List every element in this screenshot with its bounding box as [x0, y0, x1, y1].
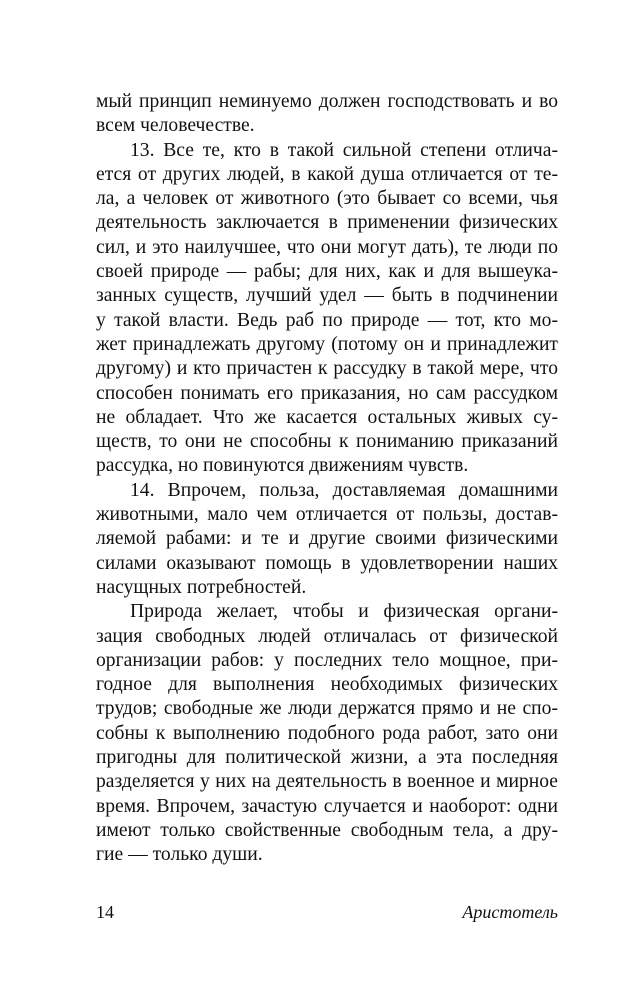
text-line: разделяется у них на деятельность в военное и мирное — [96, 771, 558, 793]
text-line: ется от других людей, в какой душа отличается от те- — [96, 163, 558, 185]
text-line: годное для выполнения необходимых физических — [96, 674, 558, 696]
text-line: собны к выполнению подобного рода работ, зато они — [96, 722, 558, 744]
text-line: способен понимать его приказания, но сам рассудком — [96, 382, 558, 404]
page-number: 14 — [96, 902, 114, 922]
text-line: силами оказывают помощь в удовлетворении наших — [96, 552, 558, 574]
text-line: ляемой рабами: и те и другие своими физическими — [96, 528, 558, 550]
text-line: трудов; свободные же люди держатся прямо и не спо- — [96, 698, 558, 720]
text-line: пригодны для политической жизни, а эта последняя — [96, 747, 558, 769]
text-line: имеют только свойственные свободным тела, а дру- — [96, 819, 558, 841]
text-line: ществ, то они не способны к пониманию приказаний — [96, 431, 558, 453]
text-line: организации рабов: у последних тело мощное, при- — [96, 649, 558, 671]
text-line: всем человечестве. — [96, 115, 255, 137]
text-line: 14. Впрочем, польза, доставляемая домашними — [130, 479, 558, 501]
text-line: занных существ, лучший удел — быть в подчинении — [96, 285, 558, 307]
text-line: рассудка, но повинуются движениям чувств. — [96, 455, 469, 477]
text-line: животными, мало чем отличается от пользы, достав- — [96, 504, 558, 526]
text-line: мый принцип неминуемо должен господствовать и во — [96, 91, 558, 112]
running-head-author: Аристотель — [462, 902, 558, 922]
text-line: ла, а человек от животного (это бывает со всеми, чья — [96, 188, 558, 210]
text-line: Природа желает, чтобы и физическая органи- — [130, 601, 558, 623]
text-line: зация свободных людей отличалась от физической — [96, 625, 558, 647]
text-line: насущных потребностей. — [96, 576, 307, 598]
text-line: сил, и это наилучшее, что они могут дать), те люди по — [96, 236, 558, 258]
body-text — [96, 90, 558, 868]
text-line: своей природе — рабы; для них, как и для вышеука- — [96, 261, 558, 283]
text-line: другому) и кто причастен к рассудку в такой мере, что — [96, 358, 558, 380]
text-line: жет принадлежать другому (потому он и принадлежит — [96, 333, 558, 355]
text-line: 13. Все те, кто в такой сильной степени отлича- — [130, 139, 558, 161]
text-line: гие — только души. — [96, 844, 263, 866]
text-line: время. Впрочем, зачастую случается и наоборот: одни — [96, 795, 558, 817]
page-footer — [96, 902, 558, 928]
text-line: у такой власти. Ведь раб по природе — тот, кто мо- — [96, 309, 558, 331]
text-line: не обладает. Что же касается остальных живых су- — [96, 406, 558, 428]
text-line: деятельность заключается в применении физических — [96, 212, 558, 234]
